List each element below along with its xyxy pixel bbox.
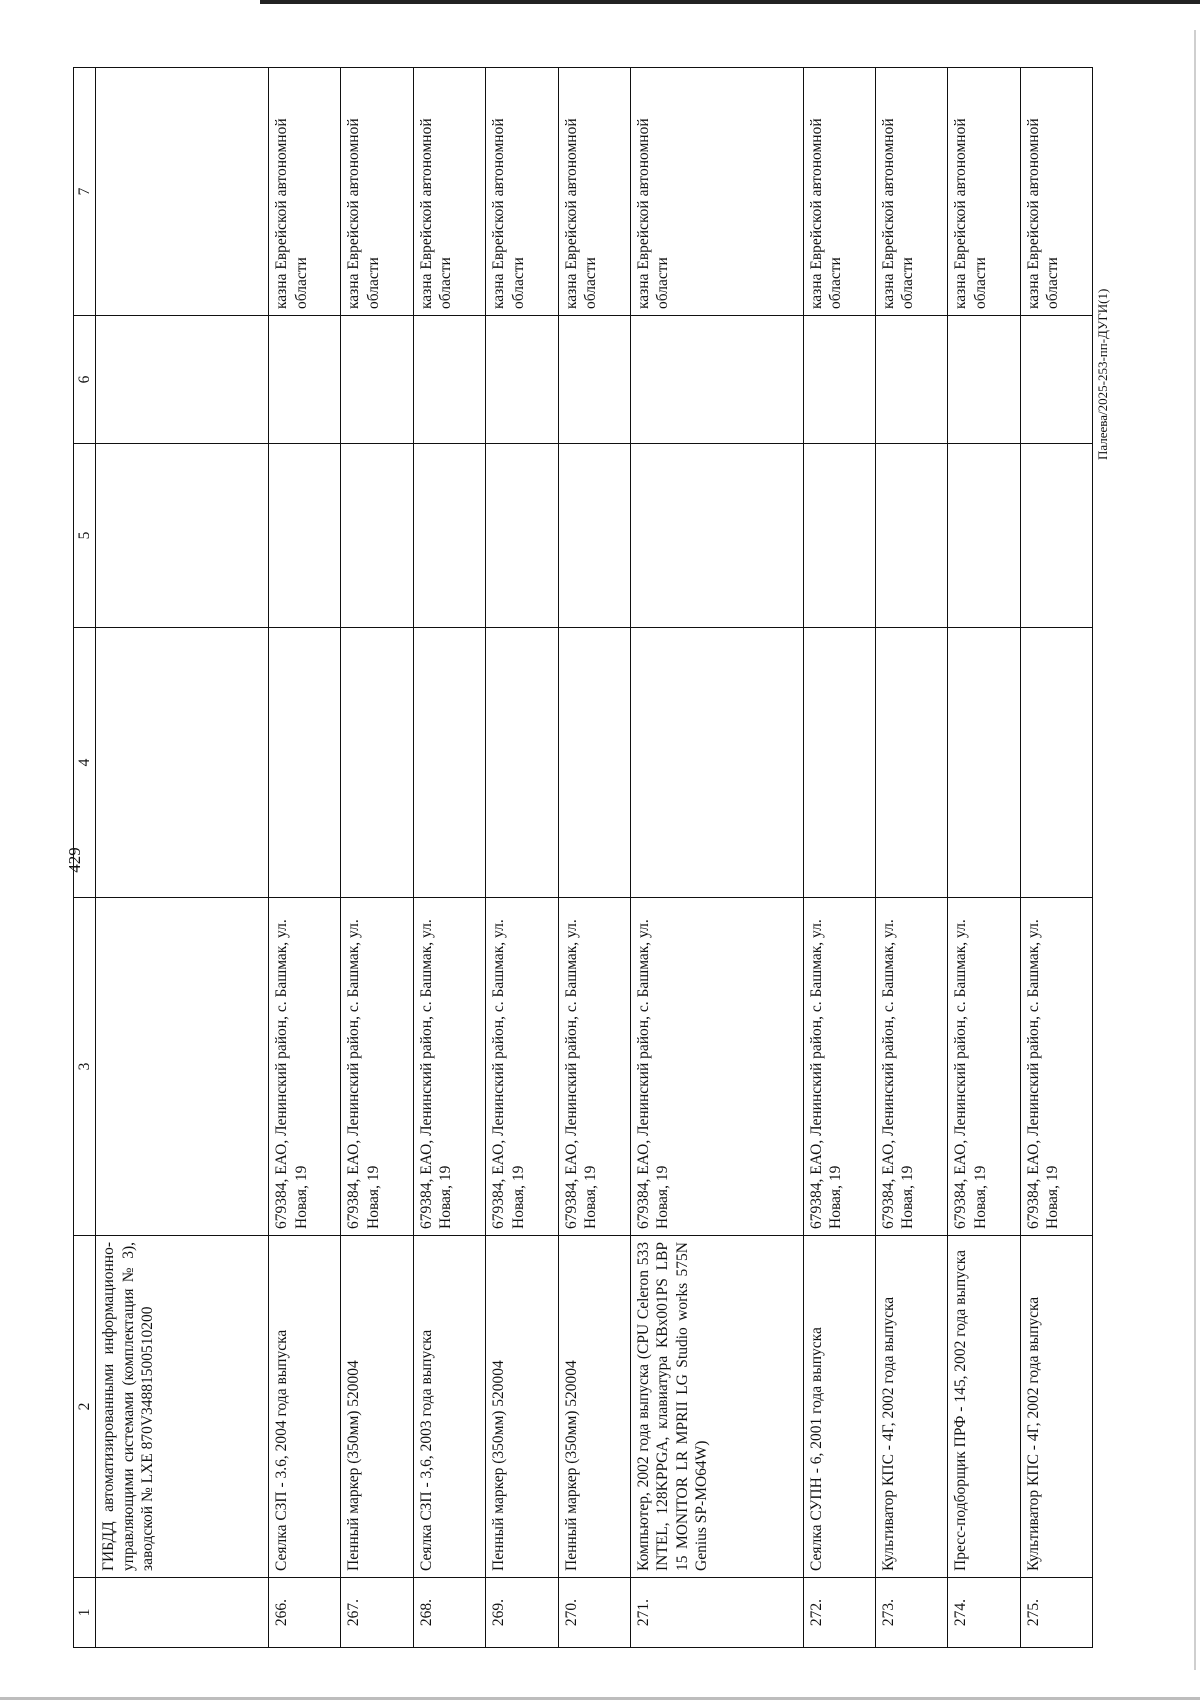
row-number: 275.	[1020, 1578, 1092, 1648]
scan-edge-bottom	[0, 1697, 1200, 1700]
scan-edge-right	[1194, 30, 1196, 1670]
rotated-document	[73, 68, 1093, 1648]
item-description: ГИБДД автоматизированными информационно-управляющими системами (комплектация № 3), заводской № LXE 870V34881500510200	[96, 1236, 269, 1578]
item-description: Сеялка СЗП - 3,6, 2003 года выпуска	[413, 1236, 485, 1578]
column-6-cell	[341, 316, 413, 444]
column-5-cell	[1020, 444, 1092, 628]
column-6-cell	[96, 316, 269, 444]
item-owner: казна Еврейской автономной области	[803, 68, 875, 316]
item-description: Пенный маркер (350мм) 520004	[558, 1236, 630, 1578]
column-5-cell	[96, 444, 269, 628]
scan-edge-top	[260, 0, 1200, 4]
row-number	[96, 1578, 269, 1648]
table-row	[341, 68, 413, 1648]
column-4-cell	[1020, 628, 1092, 898]
item-address: 679384, ЕАО, Ленинский район, с. Башмак, ул. Новая, 19	[413, 898, 485, 1236]
column-6-cell	[413, 316, 485, 444]
column-6-cell	[269, 316, 341, 444]
column-6-cell	[875, 316, 947, 444]
item-owner: казна Еврейской автономной области	[269, 68, 341, 316]
item-address: 679384, ЕАО, Ленинский район, с. Башмак, ул. Новая, 19	[875, 898, 947, 1236]
column-header: 6	[74, 316, 96, 444]
table-row	[269, 68, 341, 1648]
row-number: 271.	[630, 1578, 803, 1648]
property-registry-table	[73, 67, 1093, 1648]
item-owner	[96, 68, 269, 316]
table-row	[1020, 68, 1092, 1648]
item-owner: казна Еврейской автономной области	[630, 68, 803, 316]
column-6-cell	[948, 316, 1020, 444]
column-6-cell	[486, 316, 558, 444]
column-6-cell	[803, 316, 875, 444]
column-5-cell	[875, 444, 947, 628]
row-number: 273.	[875, 1578, 947, 1648]
item-owner: казна Еврейской автономной области	[341, 68, 413, 316]
column-header: 2	[74, 1236, 96, 1578]
item-description: Пенный маркер (350мм) 520004	[486, 1236, 558, 1578]
item-address: 679384, ЕАО, Ленинский район, с. Башмак, ул. Новая, 19	[1020, 898, 1092, 1236]
column-5-cell	[558, 444, 630, 628]
column-4-cell	[803, 628, 875, 898]
table-row	[558, 68, 630, 1648]
item-address: 679384, ЕАО, Ленинский район, с. Башмак, ул. Новая, 19	[341, 898, 413, 1236]
column-header: 7	[74, 68, 96, 316]
item-owner: казна Еврейской автономной области	[875, 68, 947, 316]
item-owner: казна Еврейской автономной области	[486, 68, 558, 316]
column-5-cell	[630, 444, 803, 628]
column-5-cell	[413, 444, 485, 628]
row-number: 267.	[341, 1578, 413, 1648]
item-address: 679384, ЕАО, Ленинский район, с. Башмак, ул. Новая, 19	[803, 898, 875, 1236]
column-6-cell	[1020, 316, 1092, 444]
row-number: 272.	[803, 1578, 875, 1648]
column-5-cell	[948, 444, 1020, 628]
column-header: 3	[74, 898, 96, 1236]
item-address: 679384, ЕАО, Ленинский район, с. Башмак, ул. Новая, 19	[269, 898, 341, 1236]
item-address	[96, 898, 269, 1236]
row-number: 269.	[486, 1578, 558, 1648]
item-owner: казна Еврейской автономной области	[558, 68, 630, 316]
row-number: 266.	[269, 1578, 341, 1648]
column-4-cell	[630, 628, 803, 898]
column-header: 1	[74, 1578, 96, 1648]
column-4-cell	[341, 628, 413, 898]
item-description: Сеялка СЗП - 3.6, 2004 года выпуска	[269, 1236, 341, 1578]
item-description: Сеялка СУПН - 6, 2001 года выпуска	[803, 1236, 875, 1578]
table-row	[486, 68, 558, 1648]
row-number: 274.	[948, 1578, 1020, 1648]
item-description: Культиватор КПС - 4Г, 2002 года выпуска	[1020, 1236, 1092, 1578]
column-5-cell	[803, 444, 875, 628]
table-row	[413, 68, 485, 1648]
row-number: 268.	[413, 1578, 485, 1648]
item-description: Компьютер, 2002 года выпуска (CPU Celeron 533 INTEL, 128KPPGA, клавиатура KBx001PS LBP 15 MONITOR LR MPRII LG Studio works 575N Genius SP-MO64W)	[630, 1236, 803, 1578]
item-address: 679384, ЕАО, Ленинский район, с. Башмак, ул. Новая, 19	[558, 898, 630, 1236]
column-5-cell	[486, 444, 558, 628]
table-row-continued	[96, 68, 269, 1648]
column-4-cell	[269, 628, 341, 898]
column-5-cell	[269, 444, 341, 628]
column-5-cell	[341, 444, 413, 628]
item-address: 679384, ЕАО, Ленинский район, с. Башмак, ул. Новая, 19	[948, 898, 1020, 1236]
footer-code: Палеева/2025-253-пп-ДУГИ(1)	[1095, 288, 1110, 460]
item-owner: казна Еврейской автономной области	[413, 68, 485, 316]
header-row	[74, 68, 96, 1648]
table-row	[803, 68, 875, 1648]
item-owner: казна Еврейской автономной области	[948, 68, 1020, 316]
item-description: Пенный маркер (350мм) 520004	[341, 1236, 413, 1578]
column-4-cell	[413, 628, 485, 898]
column-4-cell	[948, 628, 1020, 898]
column-4-cell	[558, 628, 630, 898]
column-4-cell	[875, 628, 947, 898]
column-header: 4	[74, 628, 96, 898]
item-description: Пресс-подборщик ПРФ - 145, 2002 года выпуска	[948, 1236, 1020, 1578]
column-header: 5	[74, 444, 96, 628]
table-row	[948, 68, 1020, 1648]
column-4-cell	[96, 628, 269, 898]
item-description: Культиватор КПС - 4Г, 2002 года выпуска	[875, 1236, 947, 1578]
item-address: 679384, ЕАО, Ленинский район, с. Башмак, ул. Новая, 19	[486, 898, 558, 1236]
item-owner: казна Еврейской автономной области	[1020, 68, 1092, 316]
column-4-cell	[486, 628, 558, 898]
column-6-cell	[630, 316, 803, 444]
table-row	[875, 68, 947, 1648]
column-6-cell	[558, 316, 630, 444]
page-number: 429	[65, 847, 84, 873]
table-row	[630, 68, 803, 1648]
item-address: 679384, ЕАО, Ленинский район, с. Башмак, ул. Новая, 19	[630, 898, 803, 1236]
row-number: 270.	[558, 1578, 630, 1648]
